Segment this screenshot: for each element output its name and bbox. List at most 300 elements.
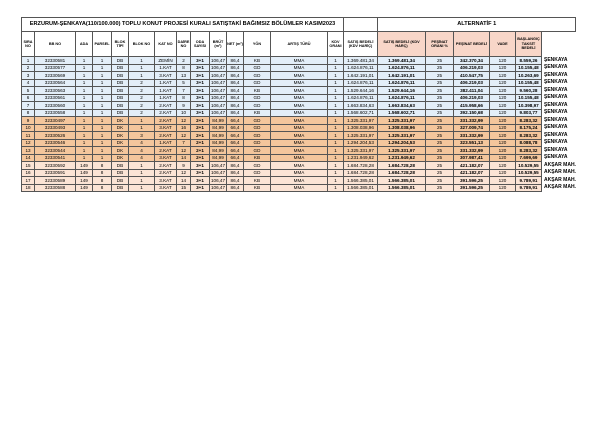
cell-sira-no: 12 <box>22 139 35 147</box>
cell-pesinat-bedeli: 421.182,07 <box>454 162 490 170</box>
cell-satis-bedeli-alt: 1.624.876,11 <box>378 94 426 102</box>
cell-parsel: 1 <box>93 139 112 147</box>
cell-blok-tipi: DK <box>112 132 129 140</box>
cell-yon: GD <box>244 124 271 132</box>
table-body <box>22 57 576 192</box>
table-row <box>22 57 576 65</box>
cell-kat-no: 2.KAT <box>155 102 177 110</box>
cell-yon: GD <box>244 72 271 80</box>
cell-parsel: 8 <box>93 184 112 192</box>
cell-vade: 120 <box>490 154 516 162</box>
cell-oda-sayisi: 3+1 <box>191 169 210 177</box>
cell-pesinat-bedeli: 406.219,03 <box>454 94 490 102</box>
cell-pesinat-bedeli: 331.332,99 <box>454 147 490 155</box>
cell-net: 86,4 <box>227 94 244 102</box>
cell-satis-bedeli: 1.684.728,28 <box>344 162 378 170</box>
cell-ada: 149 <box>76 177 93 185</box>
cell-pesinat-orani: 25 <box>426 147 454 155</box>
cell-yon: GD <box>244 147 271 155</box>
cell-baslangic-taksit: 9.789,91 <box>516 184 542 192</box>
cell-kdv-orani: 1 <box>328 169 344 177</box>
cell-yon: KB <box>244 184 271 192</box>
cell-yon: KB <box>244 154 271 162</box>
cell-daire-no: 15 <box>177 184 191 192</box>
cell-satis-bedeli-alt: 1.624.876,11 <box>378 64 426 72</box>
cell-blok-no: 3 <box>129 132 155 140</box>
cell-satis-bedeli-alt: 1.231.949,62 <box>378 154 426 162</box>
cell-vade: 120 <box>490 147 516 155</box>
cell-location: ŞENKAYA <box>544 109 568 116</box>
cell-pesinat-orani: 25 <box>426 79 454 87</box>
cell-artis-turu: MMA <box>271 102 328 110</box>
cell-oda-sayisi: 3+1 <box>191 177 210 185</box>
cell-oda-sayisi: 3+1 <box>191 64 210 72</box>
cell-satis-bedeli: 1.308.038,96 <box>344 124 378 132</box>
cell-pesinat-bedeli: 406.219,03 <box>454 64 490 72</box>
cell-kdv-orani: 1 <box>328 124 344 132</box>
cell-bb-no: 32330541 <box>35 154 76 162</box>
cell-location: ŞENKAYA <box>544 139 568 146</box>
cell-bb-no: 32330563 <box>35 87 76 95</box>
cell-parsel: 1 <box>93 117 112 125</box>
cell-kdv-orani: 1 <box>328 102 344 110</box>
cell-daire-no: 9 <box>177 162 191 170</box>
col-header-spacer <box>542 32 576 57</box>
col-header-yon: YÖN <box>244 32 271 57</box>
cell-satis-bedeli-alt: 1.325.331,97 <box>378 147 426 155</box>
cell-blok-no: 1 <box>129 162 155 170</box>
cell-location: ŞENKAYA <box>544 154 568 161</box>
cell-artis-turu: MMA <box>271 64 328 72</box>
cell-location: ŞENKAYA <box>544 56 568 63</box>
cell-kdv-orani: 1 <box>328 109 344 117</box>
col-header-brut: BRÜT (m²) <box>210 32 227 57</box>
cell-daire-no: 7 <box>177 139 191 147</box>
cell-location: ŞENKAYA <box>544 86 568 93</box>
cell-ada: 1 <box>76 124 93 132</box>
cell-blok-no: 1 <box>129 64 155 72</box>
cell-pesinat-bedeli: 415.958,66 <box>454 102 490 110</box>
cell-yon: GD <box>244 79 271 87</box>
cell-location: ŞENKAYA <box>544 79 568 86</box>
cell-sira-no: 18 <box>22 184 35 192</box>
cell-satis-bedeli: 1.663.834,63 <box>344 102 378 110</box>
cell-blok-no: 2 <box>129 79 155 87</box>
cell-sira-no: 9 <box>22 117 35 125</box>
cell-artis-turu: MMA <box>271 117 328 125</box>
cell-kdv-orani: 1 <box>328 139 344 147</box>
cell-artis-turu: MMA <box>271 184 328 192</box>
cell-satis-bedeli: 1.624.876,11 <box>344 94 378 102</box>
cell-brut: 106,47 <box>210 170 226 176</box>
cell-baslangic-taksit: 8.175,24 <box>516 124 542 132</box>
cell-location: AKŞAR MAH. <box>544 161 576 168</box>
cell-satis-bedeli: 1.369.481,34 <box>344 57 378 65</box>
cell-daire-no: 14 <box>177 177 191 185</box>
cell-oda-sayisi: 3+1 <box>191 109 210 117</box>
cell-satis-bedeli: 1.529.644,16 <box>344 87 378 95</box>
cell-blok-no: 1 <box>129 177 155 185</box>
cell-kdv-orani: 1 <box>328 154 344 162</box>
cell-parsel: 1 <box>93 109 112 117</box>
cell-satis-bedeli: 1.325.331,97 <box>344 132 378 140</box>
cell-sira-no: 13 <box>22 147 35 155</box>
cell-sira-no: 15 <box>22 162 35 170</box>
cell-brut: 106,47 <box>210 95 226 101</box>
cell-artis-turu: MMA <box>271 147 328 155</box>
cell-baslangic-taksit: 8.283,32 <box>516 117 542 125</box>
table-row <box>22 169 576 177</box>
cell-baslangic-taksit: 10.155,48 <box>516 79 542 87</box>
cell-satis-bedeli-alt: 1.568.602,71 <box>378 109 426 117</box>
cell-blok-no: 4 <box>129 154 155 162</box>
cell-pesinat-orani: 25 <box>426 184 454 192</box>
cell-daire-no: 10 <box>177 109 191 117</box>
cell-artis-turu: MMA <box>271 132 328 140</box>
cell-sira-no: 10 <box>22 124 35 132</box>
cell-sira-no: 16 <box>22 169 35 177</box>
cell-net: 86,4 <box>227 87 244 95</box>
cell-yon: GD <box>244 117 271 125</box>
cell-parsel: 1 <box>93 102 112 110</box>
col-header-baslangic-taksit: BAŞLANGIÇ TAKSİT BEDELİ <box>516 32 542 57</box>
cell-blok-no: 2 <box>129 102 155 110</box>
cell-parsel: 1 <box>93 57 112 65</box>
cell-artis-turu: MMA <box>271 87 328 95</box>
cell-yon: GD <box>244 132 271 140</box>
cell-oda-sayisi: 3+1 <box>191 57 210 65</box>
cell-artis-turu: MMA <box>271 72 328 80</box>
table-row <box>22 154 576 162</box>
cell-pesinat-bedeli: 307.987,41 <box>454 154 490 162</box>
cell-ada: 1 <box>76 117 93 125</box>
cell-yon: GD <box>244 162 271 170</box>
cell-ada: 1 <box>76 139 93 147</box>
cell-daire-no: 13 <box>177 72 191 80</box>
cell-parsel: 1 <box>93 124 112 132</box>
cell-baslangic-taksit: 9.803,77 <box>516 109 542 117</box>
cell-net: 86,4 <box>227 184 244 192</box>
cell-pesinat-bedeli: 406.219,03 <box>454 79 490 87</box>
cell-pesinat-bedeli: 392.150,68 <box>454 109 490 117</box>
cell-pesinat-orani: 25 <box>426 72 454 80</box>
cell-bb-no: 32330561 <box>35 94 76 102</box>
cell-net: 86,4 <box>227 102 244 110</box>
cell-sira-no: 4 <box>22 79 35 87</box>
cell-daire-no: 16 <box>177 124 191 132</box>
cell-satis-bedeli: 1.294.204,53 <box>344 139 378 147</box>
cell-oda-sayisi: 2+1 <box>191 139 210 147</box>
cell-location: AKŞAR MAH. <box>544 184 576 191</box>
cell-net: 86,4 <box>227 169 244 177</box>
cell-satis-bedeli: 1.624.876,11 <box>344 79 378 87</box>
cell-blok-tipi: DB <box>112 169 129 177</box>
cell-brut: 106,47 <box>210 57 226 63</box>
cell-baslangic-taksit: 10.155,48 <box>516 64 542 72</box>
cell-net: 86,4 <box>227 72 244 80</box>
cell-blok-no: 2 <box>129 109 155 117</box>
cell-oda-sayisi: 2+1 <box>191 124 210 132</box>
cell-baslangic-taksit: 9.560,28 <box>516 87 542 95</box>
cell-bb-no: 32330588 <box>35 184 76 192</box>
cell-pesinat-bedeli: 391.596,25 <box>454 177 490 185</box>
cell-bb-no: 32330569 <box>35 72 76 80</box>
table-row <box>22 72 576 80</box>
cell-baslangic-taksit: 10.263,69 <box>516 72 542 80</box>
cell-blok-no: 4 <box>129 139 155 147</box>
cell-artis-turu: MMA <box>271 139 328 147</box>
cell-ada: 1 <box>76 147 93 155</box>
cell-ada: 149 <box>76 162 93 170</box>
cell-sira-no: 14 <box>22 154 35 162</box>
cell-kat-no: 2.KAT <box>155 162 177 170</box>
cell-bb-no: 32330560 <box>35 102 76 110</box>
cell-satis-bedeli-alt: 1.294.204,53 <box>378 139 426 147</box>
cell-ada: 1 <box>76 102 93 110</box>
cell-net: 86,4 <box>227 79 244 87</box>
table-row <box>22 124 576 132</box>
cell-blok-no: 1 <box>129 72 155 80</box>
cell-sira-no: 7 <box>22 102 35 110</box>
cell-kdv-orani: 1 <box>328 87 344 95</box>
cell-parsel: 1 <box>93 132 112 140</box>
table-row <box>22 94 576 102</box>
cell-oda-sayisi: 3+1 <box>191 102 210 110</box>
cell-pesinat-orani: 25 <box>426 102 454 110</box>
col-header-satis-bedeli: SATIŞ BEDELİ (KDV HARİÇ) <box>344 32 378 57</box>
cell-parsel: 1 <box>93 154 112 162</box>
cell-kdv-orani: 1 <box>328 57 344 65</box>
cell-kdv-orani: 1 <box>328 79 344 87</box>
cell-kdv-orani: 1 <box>328 132 344 140</box>
cell-blok-no: 2 <box>129 87 155 95</box>
cell-oda-sayisi: 2+1 <box>191 132 210 140</box>
cell-blok-tipi: DK <box>112 139 129 147</box>
cell-sira-no: 2 <box>22 64 35 72</box>
cell-artis-turu: MMA <box>271 94 328 102</box>
cell-ada: 1 <box>76 154 93 162</box>
col-header-sira-no: SIRA NO <box>22 32 35 57</box>
cell-vade: 120 <box>490 184 516 192</box>
cell-brut: 106,47 <box>210 177 226 183</box>
cell-artis-turu: MMA <box>271 79 328 87</box>
cell-location: ŞENKAYA <box>544 101 568 108</box>
cell-blok-tipi: DB <box>112 79 129 87</box>
cell-daire-no: 12 <box>177 169 191 177</box>
col-header-oda-sayisi: ODA SAYISI <box>191 32 210 57</box>
cell-daire-no: 7 <box>177 87 191 95</box>
cell-pesinat-orani: 25 <box>426 109 454 117</box>
cell-baslangic-taksit: 8.283,32 <box>516 132 542 140</box>
cell-blok-no: 1 <box>129 169 155 177</box>
cell-sira-no: 3 <box>22 72 35 80</box>
cell-satis-bedeli-alt: 1.308.038,96 <box>378 124 426 132</box>
cell-satis-bedeli-alt: 1.663.834,63 <box>378 102 426 110</box>
cell-daire-no: 8 <box>177 94 191 102</box>
col-header-net: NET (m²) <box>227 32 244 57</box>
cell-oda-sayisi: 2+1 <box>191 147 210 155</box>
cell-vade: 120 <box>490 79 516 87</box>
cell-ada: 1 <box>76 87 93 95</box>
cell-kat-no: 2.KAT <box>155 147 177 155</box>
cell-satis-bedeli-alt: 1.369.481,34 <box>378 57 426 65</box>
cell-brut: 106,47 <box>210 87 226 93</box>
cell-satis-bedeli-alt: 1.566.385,01 <box>378 184 426 192</box>
cell-blok-tipi: DB <box>112 64 129 72</box>
cell-parsel: 8 <box>93 177 112 185</box>
cell-blok-no: 1 <box>129 117 155 125</box>
cell-parsel: 1 <box>93 94 112 102</box>
cell-satis-bedeli: 1.231.949,62 <box>344 154 378 162</box>
cell-brut: 84,99 <box>210 117 227 125</box>
cell-blok-no: 1 <box>129 57 155 65</box>
cell-parsel: 1 <box>93 72 112 80</box>
cell-blok-no: 1 <box>129 184 155 192</box>
cell-pesinat-bedeli: 342.370,34 <box>454 57 490 65</box>
cell-kat-no: ZEMİN <box>155 57 177 65</box>
cell-parsel: 8 <box>93 169 112 177</box>
cell-ada: 1 <box>76 64 93 72</box>
cell-location: ŞENKAYA <box>544 124 568 131</box>
cell-daire-no: 5 <box>177 79 191 87</box>
cell-parsel: 1 <box>93 64 112 72</box>
cell-net: 66,4 <box>227 124 244 132</box>
cell-net: 66,4 <box>227 147 244 155</box>
cell-blok-tipi: DB <box>112 72 129 80</box>
cell-yon: GD <box>244 64 271 72</box>
cell-artis-turu: MMA <box>271 109 328 117</box>
cell-kdv-orani: 1 <box>328 177 344 185</box>
cell-vade: 120 <box>490 177 516 185</box>
cell-blok-tipi: DK <box>112 154 129 162</box>
cell-ada: 1 <box>76 109 93 117</box>
table-row <box>22 147 576 155</box>
cell-satis-bedeli: 1.325.331,97 <box>344 117 378 125</box>
cell-pesinat-orani: 25 <box>426 177 454 185</box>
cell-satis-bedeli-alt: 1.684.728,28 <box>378 162 426 170</box>
cell-bb-no: 32330564 <box>35 79 76 87</box>
cell-vade: 120 <box>490 57 516 65</box>
cell-pesinat-orani: 25 <box>426 87 454 95</box>
cell-daire-no: 9 <box>177 102 191 110</box>
table-row <box>22 177 576 185</box>
cell-satis-bedeli-alt: 1.529.644,16 <box>378 87 426 95</box>
cell-baslangic-taksit: 10.155,48 <box>516 94 542 102</box>
cell-satis-bedeli-alt: 1.566.385,01 <box>378 177 426 185</box>
spreadsheet <box>21 17 576 192</box>
col-header-pesinat-orani: PEŞİNAT ORANI % <box>426 32 454 57</box>
cell-satis-bedeli-alt: 1.325.331,97 <box>378 132 426 140</box>
cell-kat-no: 3.KAT <box>155 184 177 192</box>
col-header-satis-bedeli-alt: SATIŞ BEDELİ (KDV HARÇ) <box>378 32 426 57</box>
cell-ada: 149 <box>76 169 93 177</box>
cell-kat-no: 1.KAT <box>155 94 177 102</box>
cell-sira-no: 11 <box>22 132 35 140</box>
cell-baslangic-taksit: 10.529,55 <box>516 162 542 170</box>
cell-daire-no: 12 <box>177 132 191 140</box>
cell-pesinat-bedeli: 382.411,04 <box>454 87 490 95</box>
cell-satis-bedeli-alt: 1.325.331,97 <box>378 117 426 125</box>
cell-bb-no: 32330558 <box>35 109 76 117</box>
cell-parsel: 8 <box>93 162 112 170</box>
cell-pesinat-bedeli: 410.547,75 <box>454 72 490 80</box>
cell-pesinat-bedeli: 323.551,13 <box>454 139 490 147</box>
cell-daire-no: 12 <box>177 117 191 125</box>
cell-satis-bedeli-alt: 1.624.876,11 <box>378 79 426 87</box>
cell-vade: 120 <box>490 124 516 132</box>
cell-kdv-orani: 1 <box>328 72 344 80</box>
table-row <box>22 132 576 140</box>
cell-bb-no: 32330497 <box>35 117 76 125</box>
sales-table <box>21 17 576 192</box>
cell-yon: GD <box>244 169 271 177</box>
cell-baslangic-taksit: 8.559,26 <box>516 57 542 65</box>
cell-blok-tipi: DB <box>112 94 129 102</box>
cell-pesinat-bedeli: 327.009,74 <box>454 124 490 132</box>
cell-oda-sayisi: 3+1 <box>191 72 210 80</box>
cell-location: AKŞAR MAH. <box>544 169 576 176</box>
cell-daire-no: 8 <box>177 64 191 72</box>
cell-kat-no: 2.KAT <box>155 169 177 177</box>
col-header-vade: VADE <box>490 32 516 57</box>
cell-parsel: 1 <box>93 87 112 95</box>
cell-net: 66,4 <box>227 154 244 162</box>
sheet-title: ERZURUM-ŞENKAYA(110/100.000) TOPLU KONUT PROJESİ KURALI SATIŞTAKİ BAĞIMSIZ BÖLÜMLER KASIM2023 <box>22 18 344 32</box>
cell-pesinat-orani: 25 <box>426 169 454 177</box>
cell-pesinat-orani: 25 <box>426 132 454 140</box>
cell-oda-sayisi: 2+1 <box>191 154 210 162</box>
cell-artis-turu: MMA <box>271 177 328 185</box>
cell-bb-no: 32330493 <box>35 124 76 132</box>
cell-vade: 120 <box>490 162 516 170</box>
cell-kdv-orani: 1 <box>328 162 344 170</box>
cell-pesinat-orani: 25 <box>426 57 454 65</box>
cell-kat-no: 2.KAT <box>155 109 177 117</box>
cell-kat-no: 3.KAT <box>155 124 177 132</box>
cell-bb-no: 32330591 <box>35 169 76 177</box>
cell-parsel: 1 <box>93 147 112 155</box>
table-row <box>22 102 576 110</box>
table-row <box>22 139 576 147</box>
cell-satis-bedeli-alt: 1.684.728,28 <box>378 169 426 177</box>
cell-yon: KB <box>244 177 271 185</box>
cell-artis-turu: MMA <box>271 162 328 170</box>
cell-kat-no: 1.KAT <box>155 139 177 147</box>
cell-brut: 84,99 <box>210 124 227 132</box>
cell-sira-no: 6 <box>22 94 35 102</box>
cell-satis-bedeli: 1.684.728,28 <box>344 169 378 177</box>
cell-net: 86,4 <box>227 64 244 72</box>
cell-bb-no: 32330526 <box>35 132 76 140</box>
alternative-title: ALTERNATİF 1 <box>378 18 576 32</box>
cell-vade: 120 <box>490 72 516 80</box>
cell-blok-tipi: DB <box>112 184 129 192</box>
cell-blok-tipi: DK <box>112 117 129 125</box>
cell-pesinat-bedeli: 331.332,99 <box>454 132 490 140</box>
cell-net: 66,4 <box>227 132 244 140</box>
cell-blok-no: 1 <box>129 124 155 132</box>
cell-baslangic-taksit: 10.529,55 <box>516 169 542 177</box>
cell-net: 86,4 <box>227 162 244 170</box>
cell-pesinat-bedeli: 391.596,25 <box>454 184 490 192</box>
cell-yon: GD <box>244 94 271 102</box>
cell-yon: GD <box>244 139 271 147</box>
cell-blok-no: 2 <box>129 94 155 102</box>
cell-pesinat-bedeli: 421.182,07 <box>454 169 490 177</box>
col-header-pesinat-bedeli: PEŞİNAT BEDELİ <box>454 32 490 57</box>
cell-bb-no: 32330589 <box>35 177 76 185</box>
cell-ada: 1 <box>76 72 93 80</box>
